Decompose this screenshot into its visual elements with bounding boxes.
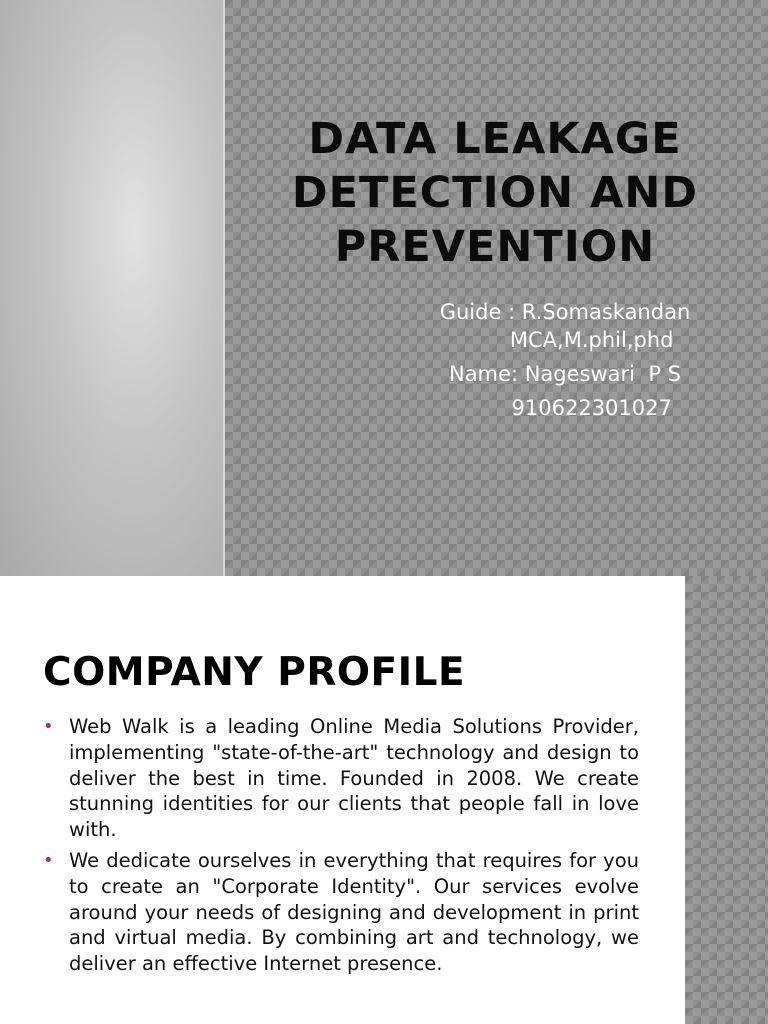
slide-pattern-panel xyxy=(225,0,768,576)
company-profile-slide xyxy=(0,576,768,1024)
guide-qualification-line: MCA,M.phil,phd xyxy=(456,328,674,352)
slide-subtitle xyxy=(400,298,730,422)
bullet-dot-icon: • xyxy=(43,849,54,871)
guide-line: Guide : R.Somaskandan xyxy=(439,300,691,324)
bullet-text: We dedicate ourselves in everything that requires for you to create an "Corporate Identity". Our services evolve around your needs of designing and development in print and virtual media. By combining art and technology, we deliver an effective Internet presence. xyxy=(69,848,639,976)
name-line: Name: Nageswari P S xyxy=(448,362,681,386)
bullet-item xyxy=(43,848,639,977)
bullet-item xyxy=(43,714,639,843)
slide-left-panel xyxy=(0,0,223,576)
slide-title: DATA LEAKAGE DETECTION AND PREVENTION xyxy=(291,114,699,272)
bullet-dot-icon: • xyxy=(43,716,54,737)
register-number-line: 910622301027 xyxy=(458,396,672,420)
slide-pattern-strip xyxy=(685,576,768,1024)
bullet-list xyxy=(43,714,639,982)
bullet-text: Web Walk is a leading Online Media Solutions Provider, implementing "state-of-the-art" technology and design to deliver the best in time. Founded in 2008. We create stunning identities for our clients that people fall in love with. xyxy=(69,715,639,842)
slide-heading: COMPANY PROFILE xyxy=(43,650,466,695)
